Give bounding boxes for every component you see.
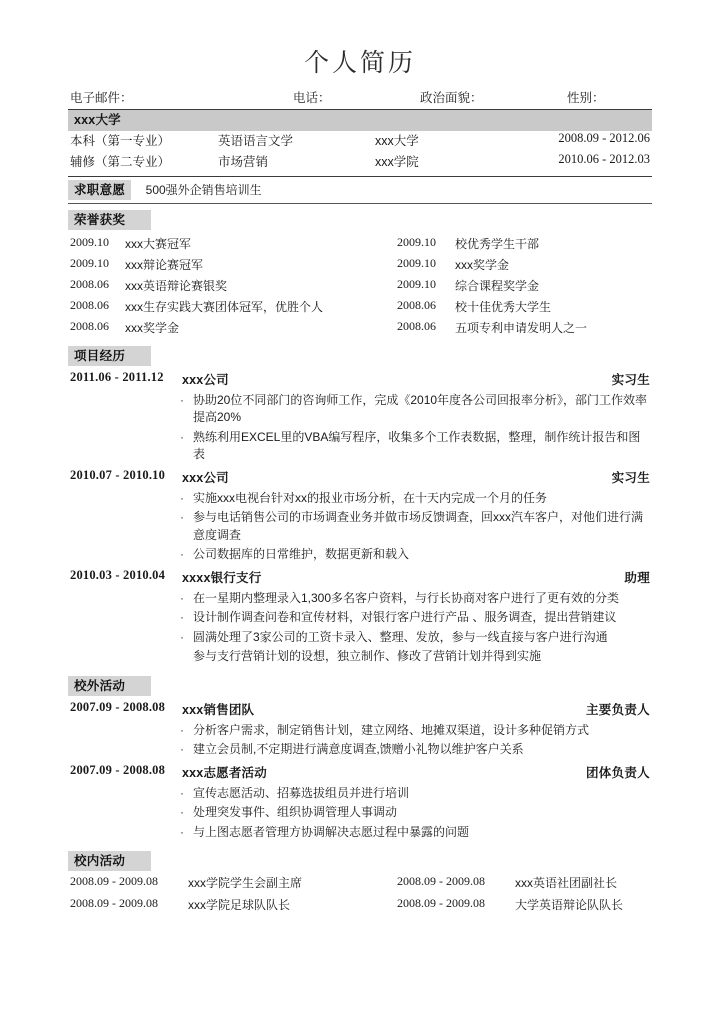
on-campus-text: xxx学院足球队队长 [188, 898, 291, 913]
page-title: 个人简历 [303, 50, 416, 77]
award-row [68, 277, 652, 298]
projects-section-header [68, 346, 652, 366]
education-row [68, 152, 652, 173]
bullet-icon: · [180, 510, 184, 525]
on-campus-text: xxx学院学生会副主席 [188, 876, 303, 891]
bullet-text: 处理突发事件、组织协调管理人事调动 [193, 805, 398, 820]
on-campus-date: 2008.09 - 2009.08 [397, 896, 485, 911]
project-date: 2011.06 - 2011.12 [70, 369, 164, 384]
project-entry [68, 564, 652, 666]
award-text: xxx大赛冠军 [125, 236, 192, 251]
awards-label: 荣誉获奖 [68, 210, 151, 230]
award-date: 2008.06 [70, 318, 109, 333]
bullet-item [68, 741, 652, 759]
email-label: 电子邮件： [70, 90, 133, 105]
off-campus-bullets [68, 785, 652, 842]
off-campus-role: 团体负责人 [585, 765, 650, 780]
project-date: 2010.03 - 2010.04 [70, 567, 166, 582]
on-campus-section-header [68, 851, 652, 871]
education-major: 英语语言文学 [218, 133, 294, 148]
off-campus-label: 校外活动 [68, 676, 151, 696]
bullet-icon: · [180, 610, 184, 625]
on-campus-date: 2008.09 - 2009.08 [70, 874, 158, 889]
award-text: 校十佳优秀大学生 [455, 299, 552, 314]
objective-label: 求职意愿 [68, 180, 131, 200]
off-campus-entry-header [68, 763, 652, 783]
education-degree: 本科（第一专业） [70, 133, 171, 148]
bullet-text: 公司数据库的日常维护，数据更新和载入 [193, 547, 410, 562]
project-entry [68, 464, 652, 564]
bullet-item [68, 546, 652, 564]
bullet-text: 协助20位不同部门的咨询师工作，完成《2010年度各公司回报率分析》，部门工作效率提高20% [193, 392, 648, 425]
project-bullets [68, 590, 652, 666]
bullet-item [68, 609, 652, 627]
bullet-icon: · [180, 629, 184, 644]
education-degree: 辅修（第二专业） [70, 154, 171, 169]
bullet-text: 分析客户需求，制定销售计划，建立网络、地摊双渠道，设计多种促销方式 [193, 722, 590, 737]
award-text: xxx辩论赛冠军 [125, 257, 204, 272]
bullet-icon: · [180, 742, 184, 757]
bullet-text: 宣传志愿活动、招募选拔组员并进行培训 [193, 785, 410, 800]
bullet-text: 参与支行营销计划的设想，独立制作、修改了营销计划并得到实施 [193, 649, 542, 664]
project-role: 助理 [624, 570, 650, 585]
project-org: xxxx银行支行 [182, 570, 262, 585]
bullet-icon: · [180, 490, 184, 505]
bullet-icon: · [180, 824, 184, 839]
award-date: 2008.06 [397, 297, 436, 312]
award-text: xxx奖学金 [125, 320, 180, 335]
award-date: 2009.10 [397, 255, 436, 270]
on-campus-row [68, 874, 652, 896]
off-campus-bullets [68, 722, 652, 759]
education-date: 2008.09 - 2012.06 [558, 130, 650, 145]
bullet-icon: · [180, 722, 184, 737]
bullet-text: 在一星期内整理录入1,300多名客户资料，与行长协商对客户进行了更有效的分类 [193, 590, 620, 605]
off-campus-section-header [68, 676, 652, 696]
off-campus-date: 2007.09 - 2008.08 [70, 699, 166, 714]
bullet-text: 实施xxx电视台针对xx的报业市场分析，在十天内完成一个月的任务 [193, 490, 548, 505]
award-text: xxx奖学金 [455, 257, 510, 272]
off-campus-entry [68, 696, 652, 759]
project-entry-header [68, 568, 652, 588]
bullet-item [68, 648, 652, 666]
on-campus-date: 2008.09 - 2009.08 [70, 896, 158, 911]
bullet-item [68, 590, 652, 608]
award-row [68, 298, 652, 319]
education-major: 市场营销 [218, 154, 269, 169]
bullet-text: 与上图志愿者管理方协调解决志愿过程中暴露的问题 [193, 824, 470, 839]
bullet-item [68, 785, 652, 803]
awards-list [68, 230, 652, 340]
bullet-item [68, 722, 652, 740]
bullet-item [68, 429, 652, 464]
off-campus-role: 主要负责人 [585, 702, 650, 717]
off-campus-date: 2007.09 - 2008.08 [70, 762, 166, 777]
off-campus-entry-header [68, 700, 652, 720]
objective-section [68, 180, 652, 200]
project-entry [68, 366, 652, 464]
bullet-item [68, 392, 652, 427]
bullet-text: 熟练利用EXCEL里的VBA编写程序，收集多个工作表数据，整理，制作统计报告和图表 [193, 429, 641, 462]
project-role: 实习生 [611, 470, 650, 485]
on-campus-text: 大学英语辩论队队长 [515, 898, 624, 913]
bullet-icon: · [180, 429, 184, 444]
project-bullets [68, 392, 652, 464]
education-school: xxx学院 [375, 154, 419, 169]
objective-text: 500强外企销售培训生 [145, 182, 262, 197]
bullet-icon: · [180, 590, 184, 605]
political-label: 政治面貌： [420, 90, 483, 105]
project-bullets [68, 490, 652, 564]
on-campus-date: 2008.09 - 2009.08 [397, 874, 485, 889]
bullet-icon: · [180, 547, 184, 562]
on-campus-row [68, 896, 652, 918]
on-campus-label: 校内活动 [68, 851, 151, 871]
education-row [68, 131, 652, 152]
award-row [68, 319, 652, 340]
award-row [68, 235, 652, 256]
off-campus-org: xxx志愿者活动 [182, 765, 267, 780]
contact-row [68, 88, 652, 109]
award-date: 2008.06 [70, 276, 109, 291]
phone-label: 电话： [293, 90, 331, 105]
project-entry-header [68, 468, 652, 488]
bullet-item [68, 509, 652, 544]
off-campus-org: xxx销售团队 [182, 702, 255, 717]
award-date: 2009.10 [70, 255, 109, 270]
off-campus-entry [68, 759, 652, 842]
bullet-icon: · [180, 785, 184, 800]
bullet-text: 建立会员制,不定期进行满意度调查,馈赠小礼物以维护客户关系 [193, 742, 524, 757]
education-school: xxx大学 [375, 133, 419, 148]
award-text: 综合课程奖学金 [455, 278, 540, 293]
bullet-item [68, 629, 652, 647]
award-date: 2009.10 [70, 234, 109, 249]
project-role: 实习生 [611, 372, 650, 387]
bullet-text: 设计制作调查问卷和宣传材料，对银行客户进行产品 、服务调查，提出营销建议 [193, 610, 617, 625]
project-date: 2010.07 - 2010.10 [70, 467, 166, 482]
bullet-item [68, 804, 652, 822]
bullet-icon: · [180, 392, 184, 407]
award-text: xxx生存实践大赛团体冠军，优胜个人 [125, 299, 324, 314]
project-entry-header [68, 370, 652, 390]
award-text: xxx英语辩论赛银奖 [125, 278, 228, 293]
education-date: 2010.06 - 2012.03 [558, 151, 650, 166]
education-school-bar: xxx大学 [68, 110, 652, 131]
bullet-icon: · [180, 805, 184, 820]
award-text: 校优秀学生干部 [455, 236, 540, 251]
award-date: 2009.10 [397, 276, 436, 291]
bullet-text: 参与电话销售公司的市场调查业务并做市场反馈调查，回xxx汽车客户，对他们进行满意度调查 [193, 510, 644, 542]
project-org: xxx公司 [182, 372, 229, 387]
bullet-item [68, 490, 652, 508]
bullet-text: 圆满处理了3家公司的工资卡录入、整理、发放，参与一线直接与客户进行沟通 [193, 629, 608, 644]
award-date: 2008.06 [70, 297, 109, 312]
bullet-item [68, 824, 652, 842]
award-row [68, 256, 652, 277]
gender-label: 性别： [567, 90, 605, 105]
resume-content [68, 0, 652, 918]
project-org: xxx公司 [182, 470, 229, 485]
award-date: 2008.06 [397, 318, 436, 333]
award-date: 2009.10 [397, 234, 436, 249]
projects-label: 项目经历 [68, 346, 151, 366]
on-campus-text: xxx英语社团副社长 [515, 876, 618, 891]
awards-section-header [68, 210, 652, 230]
award-text: 五项专利申请发明人之一 [455, 320, 588, 335]
